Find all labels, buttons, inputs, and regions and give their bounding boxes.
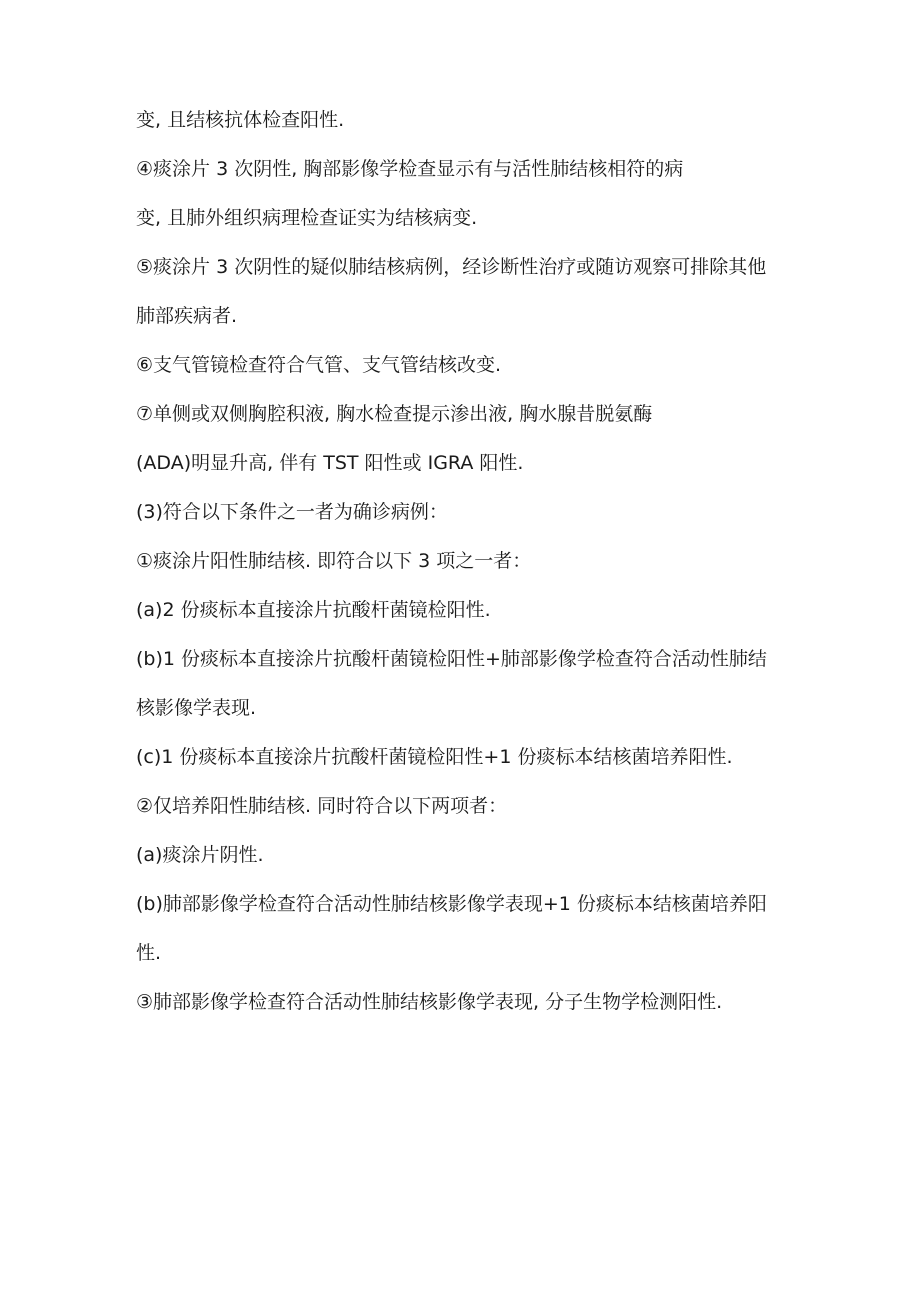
- document-body: [136, 96, 806, 1027]
- text-line: (b)肺部影像学检查符合活动性肺结核影像学表现+1 份痰标本结核菌培养阳: [136, 893, 767, 915]
- text-line: ⑥支气管镜检查符合气管、支气管结核改变.: [136, 354, 502, 376]
- text-line: 变, 且结核抗体检查阳性.: [136, 109, 345, 131]
- text-line: ③肺部影像学检查符合活动性肺结核影像学表现, 分子生物学检测阳性.: [136, 991, 723, 1013]
- text-line: ①痰涂片阳性肺结核. 即符合以下 3 项之一者：: [136, 550, 532, 572]
- text-line: (c)1 份痰标本直接涂片抗酸杆菌镜检阳性+1 份痰标本结核菌培养阳性.: [136, 746, 733, 768]
- text-line: ④痰涂片 3 次阴性, 胸部影像学检查显示有与活性肺结核相符的病: [136, 158, 684, 180]
- text-line: ②仅培养阳性肺结核. 同时符合以下两项者：: [136, 795, 508, 817]
- text-line: 变, 且肺外组织病理检查证实为结核病变.: [136, 207, 478, 229]
- text-line: (3)符合以下条件之一者为确诊病例：: [136, 501, 448, 523]
- text-line: 肺部疾病者.: [136, 305, 238, 327]
- text-line: (a)痰涂片阴性.: [136, 844, 264, 866]
- text-line: ⑦单侧或双侧胸腔积液, 胸水检查提示渗出液, 胸水腺昔脱氨酶: [136, 403, 653, 425]
- text-line: (ADA)明显升高, 伴有 TST 阳性或 IGRA 阳性.: [136, 452, 524, 474]
- text-line: (a)2 份痰标本直接涂片抗酸杆菌镜检阳性.: [136, 599, 491, 621]
- text-line: 核影像学表现.: [136, 697, 257, 719]
- text-line: ⑤痰涂片 3 次阴性的疑似肺结核病例，经诊断性治疗或随访观察可排除其他: [136, 256, 767, 278]
- text-line: 性.: [136, 942, 162, 964]
- text-line: (b)1 份痰标本直接涂片抗酸杆菌镜检阳性+肺部影像学检查符合活动性肺结: [136, 648, 767, 670]
